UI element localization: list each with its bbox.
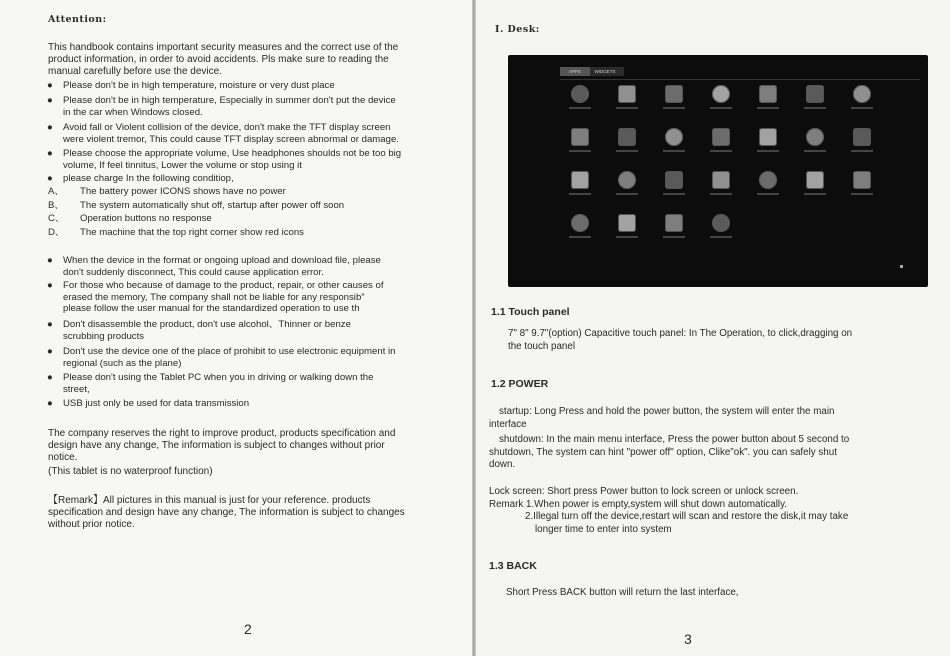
app-icon[interactable] — [842, 171, 882, 211]
app-glyph-icon — [712, 85, 730, 103]
app-glyph-icon — [759, 85, 777, 103]
app-label — [710, 193, 732, 195]
app-icon[interactable] — [795, 171, 835, 211]
app-glyph-icon — [806, 171, 824, 189]
app-glyph-icon — [618, 128, 636, 146]
bullet-line: please follow the user manual for the standardized operation to use th — [63, 303, 360, 314]
bullet-line: Don't disassemble the product, don't use alcohol、Thinner or benze — [63, 319, 351, 330]
app-label — [569, 150, 591, 152]
app-glyph-icon — [853, 171, 871, 189]
lettered-text: The system automatically shut off, startup after power off soon — [80, 200, 345, 211]
app-icon[interactable] — [701, 171, 741, 211]
bullet-line: were violent tremor, This could cause TFT display screen abnormal or damage. — [63, 133, 399, 145]
app-glyph-icon — [806, 128, 824, 146]
text-line: 7" 8" 9.7"(option) Capacitive touch panel: In The Operation, to click,dragging on — [508, 328, 853, 339]
app-tabbar — [560, 67, 624, 76]
app-icon[interactable] — [654, 85, 694, 125]
lettered-item — [48, 227, 304, 239]
waterproof-note: (This tablet is no waterproof function) — [48, 466, 213, 477]
reserve-line: The company reserves the right to improve product, products specification and — [48, 428, 396, 439]
bullet-item — [47, 398, 250, 410]
bullet-line: please charge In the following conditiop, — [63, 173, 234, 184]
text-line: the touch panel — [508, 340, 575, 352]
bullet-line: Please don't using the Tablet PC when you in driving or walking down the — [63, 372, 374, 383]
bullet-line: USB just only be used for data transmission — [63, 398, 250, 409]
app-label — [710, 150, 732, 152]
app-glyph-icon — [571, 214, 589, 232]
app-glyph-icon — [665, 128, 683, 146]
reserve-line: design have any change, The information is subject to changes without prior — [48, 440, 385, 451]
app-glyph-icon — [806, 85, 824, 103]
app-label — [804, 150, 826, 152]
bullet-line: Avoid fall or Violent collision of the device, don't make the TFT display screen — [63, 122, 391, 133]
app-icon[interactable] — [607, 128, 647, 168]
app-icon[interactable] — [607, 171, 647, 211]
attention-heading: Attention: — [48, 14, 107, 25]
app-label — [757, 150, 779, 152]
text-line: longer time to enter into system — [535, 523, 672, 535]
bullet-icon: ● — [47, 148, 53, 159]
app-glyph-icon — [618, 85, 636, 103]
bullet-item — [47, 122, 399, 145]
app-icon[interactable] — [842, 85, 882, 125]
desk-section-title: I. Desk: — [495, 24, 540, 35]
remark-paragraph — [48, 495, 458, 531]
app-icon[interactable] — [795, 128, 835, 168]
bullet-icon: ● — [47, 346, 53, 357]
power-title: 1.2 POWER — [491, 378, 549, 390]
app-icon[interactable] — [842, 128, 882, 168]
app-glyph-icon — [665, 214, 683, 232]
page-number: 2 — [244, 621, 252, 637]
app-icon[interactable] — [795, 85, 835, 125]
intro-line: This handbook contains important security measures and the correct use of the — [48, 42, 399, 53]
bullet-icon: ● — [47, 80, 53, 91]
app-label — [616, 193, 638, 195]
bullet-item — [47, 95, 396, 118]
app-label — [569, 236, 591, 238]
bullet-line: don't suddenly disconnect, This could cause application error. — [63, 266, 324, 278]
app-glyph-icon — [618, 214, 636, 232]
letter-marker: C、 — [48, 213, 65, 224]
app-label — [757, 107, 779, 109]
app-label — [710, 236, 732, 238]
app-label — [663, 236, 685, 238]
lettered-item — [48, 213, 212, 225]
back-text: Short Press BACK button will return the last interface, — [506, 587, 739, 598]
letter-marker: B、 — [48, 200, 64, 211]
app-label — [804, 193, 826, 195]
power-startup-text — [489, 406, 939, 431]
app-label — [569, 193, 591, 195]
app-icon[interactable] — [748, 128, 788, 168]
reserve-paragraph — [48, 428, 458, 464]
remark-line: 【Remark】All pictures in this manual is just for your reference. products — [48, 495, 371, 506]
bullet-line: Please don't be in high temperature, moisture or very dust place — [63, 80, 335, 91]
reserve-line: notice. — [48, 452, 78, 463]
app-label — [616, 150, 638, 152]
bullet-item — [47, 280, 384, 315]
app-icon[interactable] — [560, 128, 600, 168]
app-glyph-icon — [712, 171, 730, 189]
tab-apps: APPS — [560, 67, 590, 76]
lettered-item — [48, 186, 286, 198]
intro-line: product information, in order to avoid accidents. Pls make sure to reading the — [48, 54, 389, 65]
text-line: Lock screen: Short press Power button to lock screen or unlock screen. — [489, 486, 799, 497]
bullet-line: in the car when Windows closed. — [63, 106, 203, 118]
bullet-item — [47, 372, 374, 395]
left-page — [0, 0, 472, 656]
app-glyph-icon — [571, 85, 589, 103]
app-glyph-icon — [853, 128, 871, 146]
app-icon[interactable] — [748, 171, 788, 211]
app-glyph-icon — [853, 85, 871, 103]
intro-paragraph — [48, 42, 458, 78]
touch-panel-text — [508, 328, 938, 353]
app-label — [663, 107, 685, 109]
app-icon[interactable] — [654, 171, 694, 211]
app-label — [851, 150, 873, 152]
app-icon[interactable] — [560, 214, 600, 254]
app-icon[interactable] — [701, 85, 741, 125]
app-label — [710, 107, 732, 109]
bullet-line: For those who because of damage to the product, repair, or other causes of — [63, 280, 384, 291]
app-icon[interactable] — [748, 85, 788, 125]
bullet-line: Please don't be in high temperature, Especially in summer don't put the device — [63, 95, 396, 106]
bullet-item — [47, 148, 402, 171]
touch-panel-title: 1.1 Touch panel — [491, 306, 570, 318]
app-icon[interactable] — [654, 128, 694, 168]
app-icon[interactable] — [560, 85, 600, 125]
app-label — [663, 150, 685, 152]
app-icon[interactable] — [560, 171, 600, 211]
lettered-text: The battery power ICONS shows have no power — [80, 186, 286, 197]
bullet-line: regional (such as the plane) — [63, 357, 182, 369]
page-number: 3 — [684, 631, 692, 647]
bullet-icon: ● — [47, 372, 53, 383]
app-glyph-icon — [759, 171, 777, 189]
remark-line: specification and design have any change, The information is subject to changes — [48, 507, 405, 518]
page-indicator — [900, 265, 903, 268]
text-line: startup: Long Press and hold the power button, the system will enter the main — [499, 406, 835, 417]
app-label — [804, 107, 826, 109]
text-line: interface — [489, 418, 527, 430]
bullet-line: scrubbing products — [63, 330, 145, 342]
text-line: shutdown, The system can hint "power off" option, Clike"ok". you can safely shut — [489, 446, 837, 458]
letter-marker: A、 — [48, 186, 64, 197]
app-label — [616, 107, 638, 109]
app-glyph-icon — [618, 171, 636, 189]
desktop-screenshot — [508, 55, 928, 287]
text-line: 2.Illegal turn off the device,restart will scan and restore the disk,it may take — [525, 511, 849, 522]
tab-widgets: WIDGETS — [594, 69, 616, 74]
app-label — [569, 107, 591, 109]
text-line: down. — [489, 459, 516, 470]
lettered-text: The machine that the top right corner show red icons — [80, 227, 304, 238]
app-glyph-icon — [665, 85, 683, 103]
app-icon[interactable] — [607, 85, 647, 125]
app-label — [616, 236, 638, 238]
bullet-line: Don't use the device one of the place of prohibit to use electronic equipment in — [63, 346, 396, 357]
app-glyph-icon — [712, 214, 730, 232]
tabbar-divider — [560, 79, 920, 80]
app-glyph-icon — [665, 171, 683, 189]
app-icon[interactable] — [607, 214, 647, 254]
right-page — [476, 0, 950, 656]
bullet-icon: ● — [47, 122, 53, 133]
bullet-icon: ● — [47, 173, 53, 184]
bullet-line: erased the memory, The company shall not be liable for any responsib” — [63, 291, 365, 303]
bullet-item — [47, 319, 351, 342]
app-label — [663, 193, 685, 195]
app-icon[interactable] — [701, 214, 741, 254]
app-label — [757, 193, 779, 195]
app-icon[interactable] — [701, 128, 741, 168]
text-line: Remark 1.When power is empty,system will shut down automatically. — [489, 498, 788, 510]
bullet-icon: ● — [47, 280, 53, 291]
app-label — [851, 193, 873, 195]
lettered-text: Operation buttons no response — [80, 213, 212, 224]
app-icon[interactable] — [654, 214, 694, 254]
back-title: 1.3 BACK — [489, 560, 537, 572]
bullet-icon: ● — [47, 398, 53, 409]
bullet-icon: ● — [47, 95, 53, 106]
power-shutdown-text — [489, 434, 939, 472]
app-glyph-icon — [712, 128, 730, 146]
bullet-icon: ● — [47, 255, 53, 266]
app-label — [851, 107, 873, 109]
bullet-icon: ● — [47, 319, 53, 330]
bullet-line: Please choose the appropriate volume, Use headphones shoulds not be too big — [63, 148, 402, 159]
bullet-item — [47, 255, 381, 278]
bullet-item — [47, 80, 335, 92]
app-glyph-icon — [571, 128, 589, 146]
bullet-item — [47, 346, 396, 369]
letter-marker: D、 — [48, 227, 65, 238]
bullet-line: street, — [63, 383, 90, 395]
app-glyph-icon — [571, 171, 589, 189]
lettered-item — [48, 200, 345, 212]
app-glyph-icon — [759, 128, 777, 146]
bullet-line: When the device in the format or ongoing upload and download file, please — [63, 255, 381, 266]
lock-screen-text — [489, 486, 939, 536]
bullet-item — [47, 173, 234, 185]
bullet-line: volume, If feel tinnitus, Lower the volume or stop using it — [63, 159, 302, 171]
intro-line: manual carefully before use the device. — [48, 66, 222, 77]
text-line: shutdown: In the main menu interface, Press the power button about 5 second to — [499, 434, 850, 445]
remark-line: without prior notice. — [48, 519, 135, 530]
